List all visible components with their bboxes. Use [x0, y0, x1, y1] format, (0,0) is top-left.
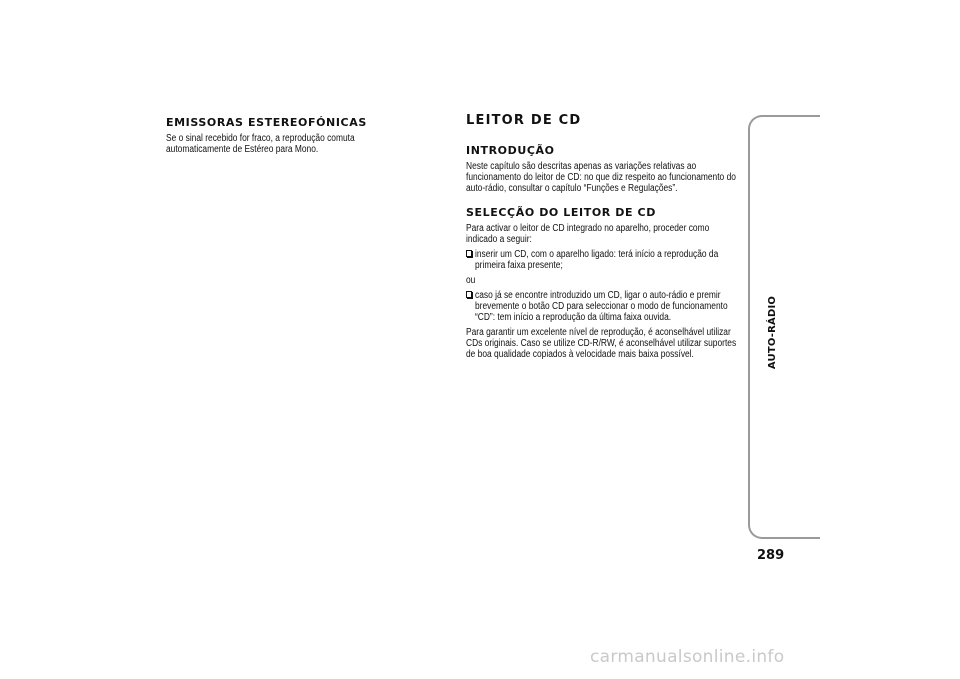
chapter-tab-text: AUTO-RÁDIO	[767, 295, 779, 369]
checkbox-bullet-icon	[466, 291, 472, 298]
section-heading-stereo: EMISSORAS ESTEREOFÓNICAS	[166, 116, 367, 129]
stereo-paragraph	[166, 133, 411, 155]
page-title: LEITOR DE CD	[466, 113, 582, 128]
intro-paragraph	[466, 161, 742, 194]
closing-paragraph	[466, 327, 742, 360]
list-item	[466, 249, 742, 271]
checkbox-bullet-icon	[466, 250, 472, 257]
stereo-paragraph-text: Se o sinal recebido for fraco, a reprodução comuta automaticamente de Estéreo para Mono.	[166, 133, 355, 155]
intro-paragraph-text: Neste capítulo são descritas apenas as variações relativas ao funcionamento do leitor de CD: no que diz respeito ao funcionamento do auto-rádio, consultar o capítulo “Funções e Regulações”.	[466, 161, 736, 194]
chapter-tab-label	[765, 297, 781, 367]
section-heading-intro: INTRODUÇÃO	[466, 144, 555, 157]
or-text	[466, 275, 742, 286]
watermark: carmanualsonline.info	[590, 647, 785, 667]
closing-paragraph-text: Para garantir um excelente nível de reprodução, é aconselhável utilizar CDs originais. Caso se utilize CD-R/RW, é aconselhável utilizar suportes de boa qualidade copiados à velocidade mais baixa possível.	[466, 327, 737, 360]
page-number: 289	[757, 548, 785, 563]
select-paragraph-text: Para activar o leitor de CD integrado no aparelho, proceder como indicado a seguir:	[466, 223, 710, 245]
section-heading-select: SELECÇÃO DO LEITOR DE CD	[466, 206, 656, 219]
chapter-tab	[748, 115, 820, 539]
list-item	[466, 290, 742, 323]
select-paragraph	[466, 223, 742, 245]
bullet-list-2	[466, 290, 742, 323]
right-column	[466, 113, 742, 364]
or-text-value: ou	[466, 275, 476, 286]
bullet-text: caso já se encontre introduzido um CD, ligar o auto-rádio e premir brevemente o botão CD para seleccionar o modo de funcionamento “CD”: tem início a reprodução da última faixa ouvida.	[475, 290, 728, 323]
bullet-list-1	[466, 249, 742, 271]
left-column	[166, 116, 411, 159]
bullet-text: inserir um CD, com o aparelho ligado: terá início a reprodução da primeira faixa presente;	[475, 249, 719, 271]
